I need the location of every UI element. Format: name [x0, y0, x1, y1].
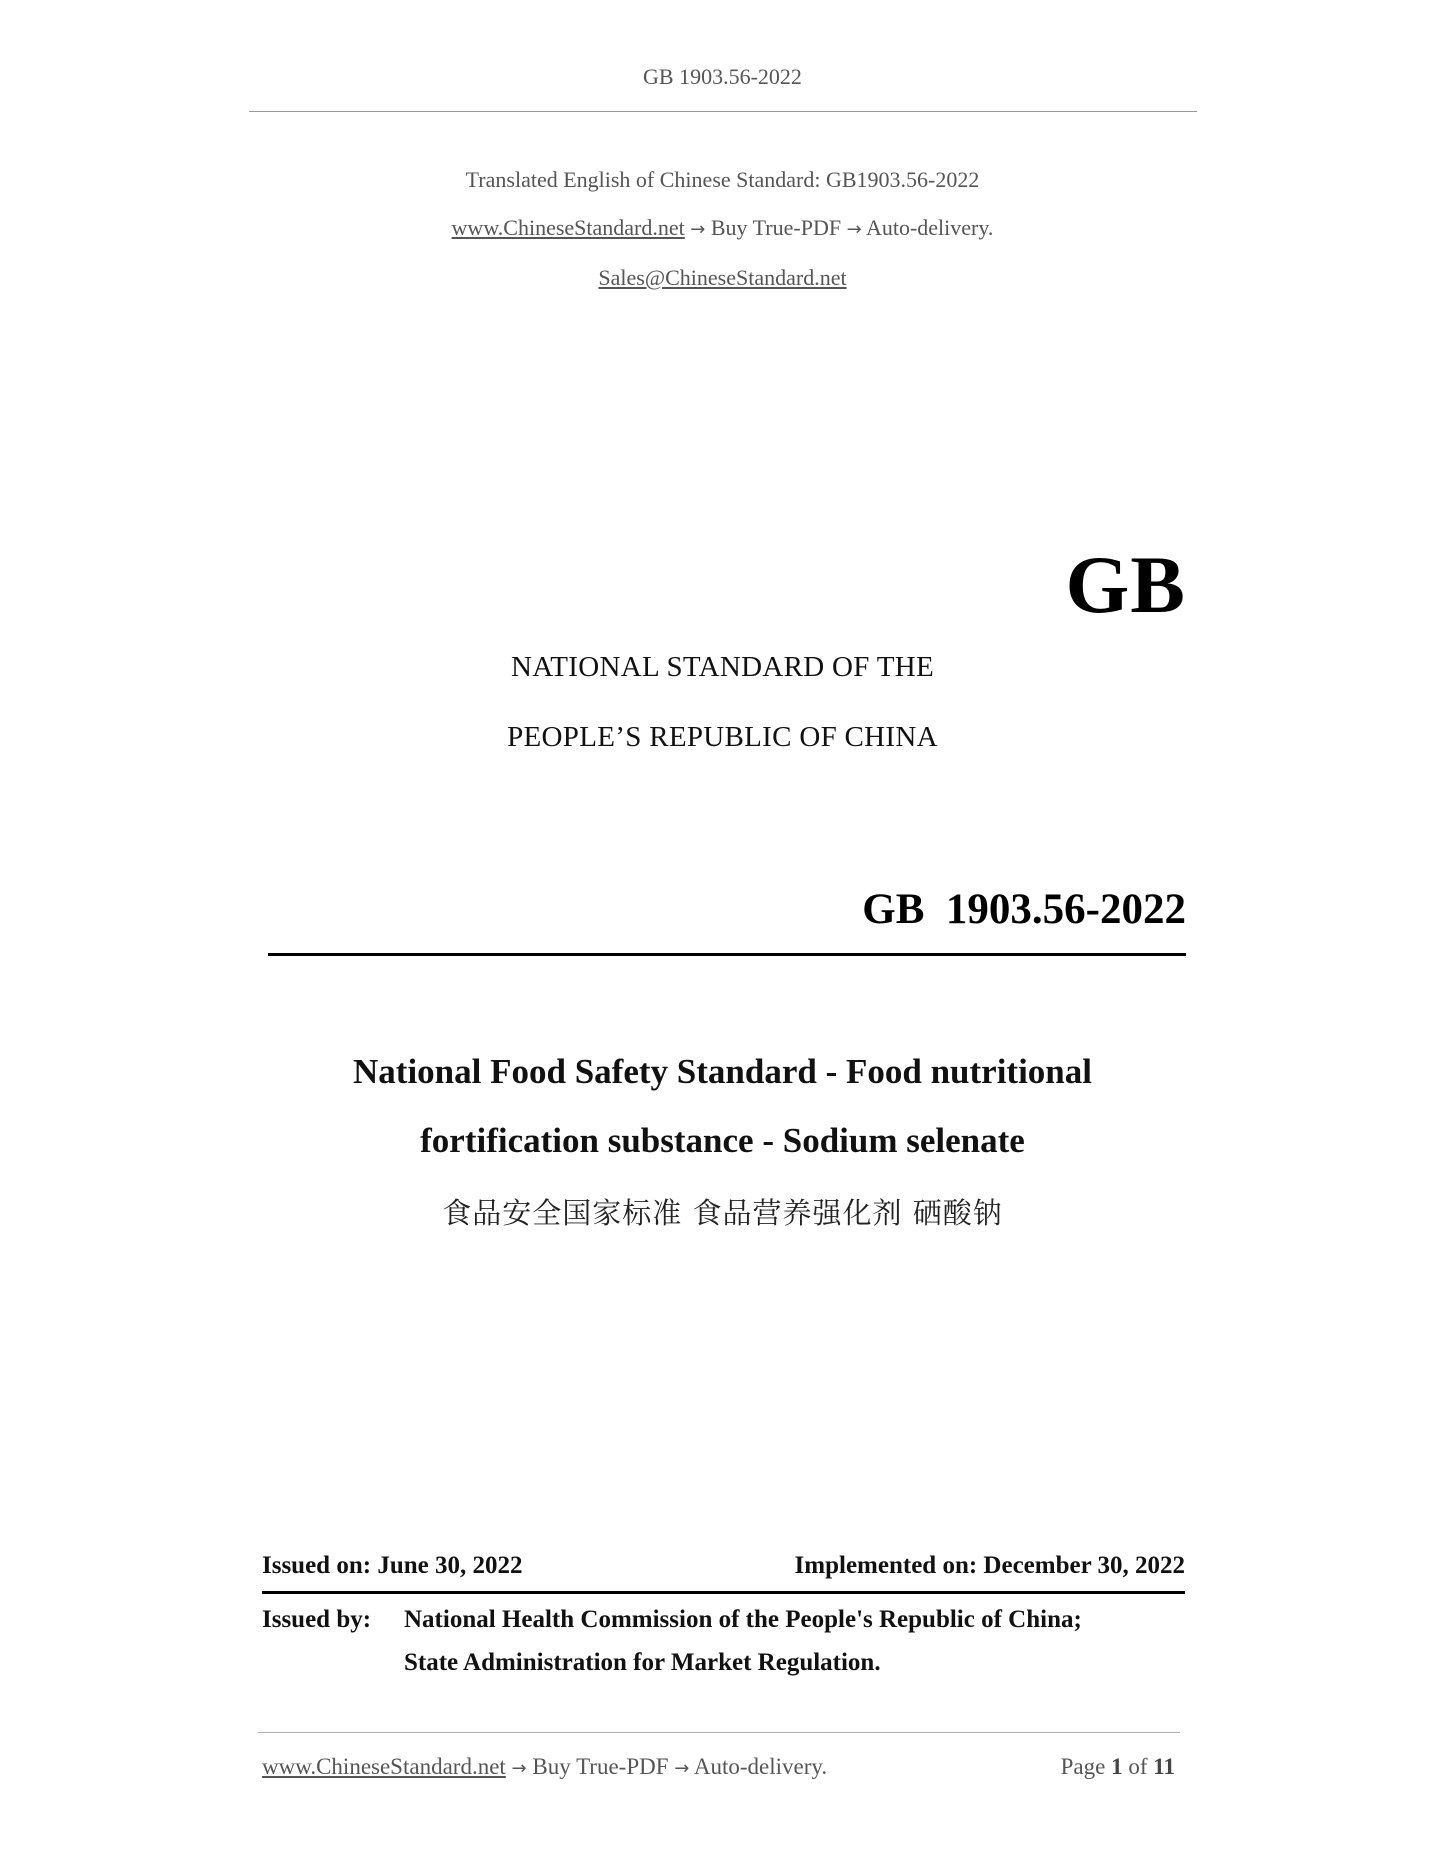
page-label: Page	[1060, 1754, 1106, 1779]
issued-by-label: Issued by:	[262, 1606, 372, 1633]
implemented-on-date: Implemented on: December 30, 2022	[794, 1552, 1185, 1579]
issued-on-date: Issued on: June 30, 2022	[262, 1552, 523, 1579]
email-line	[0, 254, 1445, 302]
running-header: GB 1903.56-2022	[643, 64, 802, 89]
arrow-right-icon: →	[846, 219, 862, 240]
auto-delivery-text: Auto-delivery.	[865, 215, 994, 240]
gb-mark: GB	[1065, 539, 1186, 630]
arrow-right-icon: →	[674, 1758, 690, 1779]
footer-buy-true-pdf-text: Buy True-PDF	[532, 1754, 669, 1779]
standard-number: GB 1903.56-2022	[862, 886, 1186, 933]
page-current: 1	[1111, 1754, 1123, 1779]
footer-divider	[258, 1732, 1180, 1733]
dates-rule	[262, 1591, 1185, 1594]
footer-website-link[interactable]: www.ChineseStandard.net	[262, 1754, 506, 1779]
buy-true-pdf-text: Buy True-PDF	[710, 215, 842, 240]
purchase-line	[0, 204, 1445, 254]
page-total: 11	[1153, 1754, 1175, 1779]
arrow-right-icon: →	[511, 1758, 527, 1779]
page-indicator	[1061, 1754, 1175, 1780]
sales-email-link[interactable]: Sales@ChineseStandard.net	[598, 265, 847, 290]
footer-purchase-line	[262, 1754, 827, 1780]
page-of-label: of	[1128, 1754, 1148, 1779]
arrow-right-icon: →	[690, 219, 706, 240]
translation-notice	[0, 156, 1445, 302]
document-title-line-2: fortification substance - Sodium selenate	[420, 1121, 1025, 1160]
issuer-name-2: State Administration for Market Regulation.	[404, 1649, 881, 1676]
translation-notice-line: Translated English of Chinese Standard: GB1903.56-2022	[465, 167, 980, 192]
issuer-name-1: National Health Commission of the People's Republic of China;	[404, 1606, 1082, 1633]
national-standard-line-2: PEOPLE’S REPUBLIC OF CHINA	[507, 721, 938, 753]
national-standard-line-1: NATIONAL STANDARD OF THE	[511, 651, 934, 683]
document-title-line-1: National Food Safety Standard - Food nutritional	[353, 1052, 1092, 1091]
website-link[interactable]: www.ChineseStandard.net	[451, 215, 685, 240]
standard-number-rule	[268, 953, 1186, 956]
header-divider	[249, 111, 1197, 112]
footer-auto-delivery-text: Auto-delivery.	[693, 1754, 828, 1779]
document-title-chinese: 食品安全国家标准 食品营养强化剂 硒酸钠	[442, 1196, 1003, 1230]
